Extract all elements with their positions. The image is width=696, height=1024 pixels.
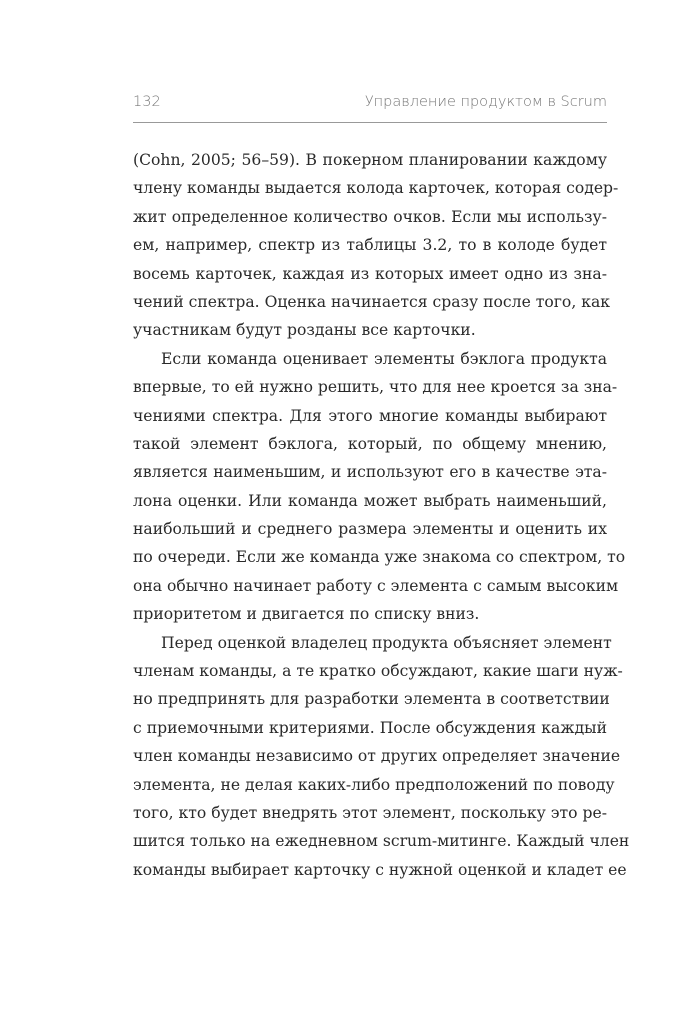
text-line: команды выбирает карточку с нужной оценкой и кладет ее	[133, 860, 627, 879]
text-line: элемента, не делая каких-либо предположений по поводу	[133, 775, 615, 794]
header-rule	[133, 122, 607, 123]
text-line: приоритетом и двигается по списку вниз.	[133, 605, 480, 624]
text-line: она обычно начинает работу с элемента с самым высоким	[133, 576, 619, 595]
text-line: Перед оценкой владелец продукта объясняет элемент	[161, 633, 612, 652]
text-line: членам команды, а те кратко обсуждают, какие шаги нуж-	[133, 662, 623, 681]
text-line: член команды независимо от других определяет значение	[133, 747, 621, 766]
text-line: участникам будут розданы все карточки.	[133, 321, 476, 340]
text-line: ем, например, спектр из таблицы 3.2, то в колоде будет	[133, 236, 607, 255]
running-header	[133, 94, 607, 114]
running-title: Управление продуктом в Scrum	[364, 94, 607, 110]
text-line: (Cohn, 2005; 56–59). В покерном планировании каждому	[133, 151, 607, 169]
page-number: 132	[133, 94, 161, 110]
text-line: с приемочными критериями. После обсуждения каждый	[133, 718, 607, 737]
text-line: но предпринять для разработки элемента в соответствии	[133, 690, 610, 709]
text-line: является наименьшим, и используют его в качестве эта-	[133, 463, 607, 482]
text-line: того, кто будет внедрять этот элемент, поскольку это ре-	[133, 803, 607, 822]
text-line: наибольший и среднего размера элементы и оценить их	[133, 520, 607, 539]
text-line: жит определенное количество очков. Если мы использу-	[133, 207, 607, 226]
text-line: шится только на ежедневном scrum-митинге. Каждый член	[133, 832, 630, 851]
text-line: восемь карточек, каждая из которых имеет одно из зна-	[133, 264, 607, 283]
text-line: чений спектра. Оценка начинается сразу после того, как	[133, 292, 611, 311]
text-line: Если команда оценивает элементы бэклога продукта	[161, 349, 607, 368]
text-line: члену команды выдается колода карточек, которая содер-	[133, 179, 619, 198]
text-line: такой элемент бэклога, который, по общему мнению,	[133, 434, 607, 453]
text-line: по очереди. Если же команда уже знакома со спектром, то	[133, 548, 626, 567]
text-line: чениями спектра. Для этого многие команды выбирают	[133, 406, 607, 425]
text-line: впервые, то ей нужно решить, что для нее кроется за зна-	[133, 378, 618, 397]
text-line: лона оценки. Или команда может выбрать наименьший,	[133, 491, 607, 510]
body-text	[133, 146, 630, 884]
